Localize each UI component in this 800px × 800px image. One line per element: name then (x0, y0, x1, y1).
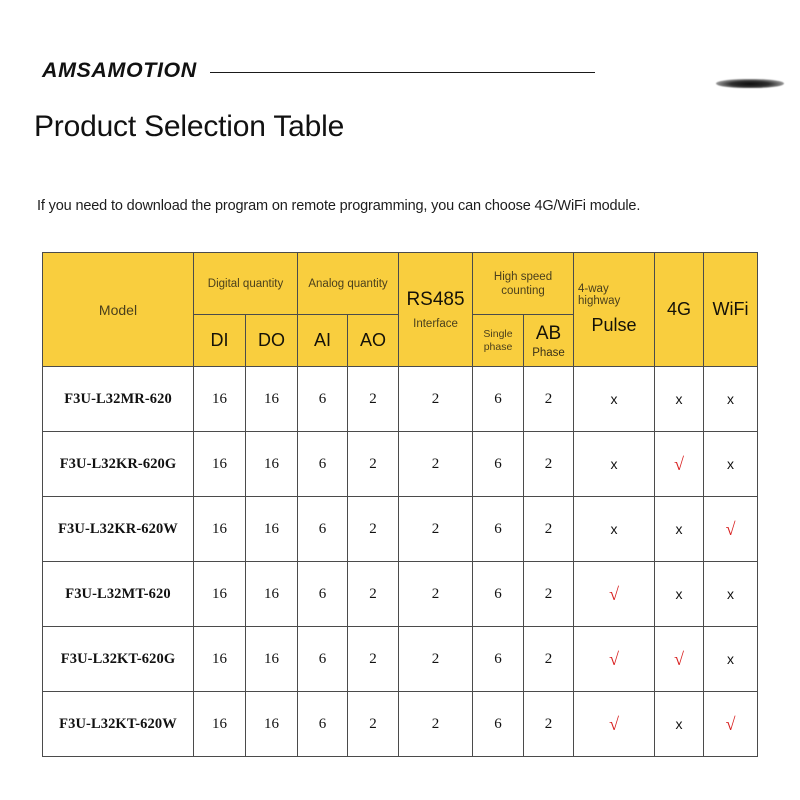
cell-ai: 6 (298, 627, 348, 692)
cell-wifi: x (704, 627, 758, 692)
cell-pulse: x (574, 497, 655, 562)
header-ab-subtitle: Phase (532, 346, 565, 359)
cell-ai: 6 (298, 367, 348, 432)
cell-ab-phase: 2 (524, 562, 574, 627)
header-ab-phase (524, 315, 574, 367)
header-wifi: WiFi (704, 253, 758, 367)
cell-ab-phase: 2 (524, 367, 574, 432)
header-do: DO (246, 315, 298, 367)
page-subtitle: If you need to download the program on remote programming, you can choose 4G/WiFi module. (37, 198, 641, 214)
cell-do: 16 (246, 367, 298, 432)
header-di: DI (194, 315, 246, 367)
cell-pulse: x (574, 367, 655, 432)
cell-di: 16 (194, 562, 246, 627)
cell-wifi: √ (704, 497, 758, 562)
page-title: Product Selection Table (34, 110, 345, 143)
cell-wifi: √ (704, 692, 758, 757)
cell-di: 16 (194, 367, 246, 432)
cell-rs485: 2 (399, 497, 473, 562)
header-4g: 4G (655, 253, 704, 367)
table-row (43, 627, 758, 692)
cell-ao: 2 (348, 432, 399, 497)
header-rs485 (399, 253, 473, 367)
cell-ao: 2 (348, 692, 399, 757)
cell-model: F3U-L32MR-620 (43, 367, 194, 432)
brand-header (42, 56, 758, 86)
table-row (43, 432, 758, 497)
table-body (43, 367, 758, 757)
cell-model: F3U-L32KR-620W (43, 497, 194, 562)
cell-model: F3U-L32MT-620 (43, 562, 194, 627)
cell-ai: 6 (298, 497, 348, 562)
cell-single-phase: 6 (473, 627, 524, 692)
brand-logo: AMSAMOTION (42, 59, 197, 82)
cell-ai: 6 (298, 692, 348, 757)
cell-model: F3U-L32KT-620G (43, 627, 194, 692)
cell-do: 16 (246, 497, 298, 562)
cell-4g: √ (655, 627, 704, 692)
cell-di: 16 (194, 692, 246, 757)
cell-model: F3U-L32KT-620W (43, 692, 194, 757)
cell-rs485: 2 (399, 562, 473, 627)
cell-ab-phase: 2 (524, 497, 574, 562)
header-high-speed-counting: High speed counting (473, 253, 574, 315)
table-row (43, 497, 758, 562)
cell-ao: 2 (348, 562, 399, 627)
cell-single-phase: 6 (473, 367, 524, 432)
header-single-phase: Single phase (473, 315, 524, 367)
table-row (43, 562, 758, 627)
header-ai: AI (298, 315, 348, 367)
cell-pulse: √ (574, 627, 655, 692)
cell-wifi: x (704, 562, 758, 627)
cell-4g: x (655, 692, 704, 757)
cell-4g: x (655, 367, 704, 432)
cell-single-phase: 6 (473, 432, 524, 497)
cell-do: 16 (246, 627, 298, 692)
cell-ab-phase: 2 (524, 627, 574, 692)
cell-wifi: x (704, 367, 758, 432)
cell-wifi: x (704, 432, 758, 497)
cell-single-phase: 6 (473, 692, 524, 757)
cell-rs485: 2 (399, 692, 473, 757)
header-analog-quantity: Analog quantity (298, 253, 399, 315)
header-rs485-subtitle: Interface (413, 318, 458, 330)
table-header-row-primary (43, 253, 758, 315)
header-four-way-highway: 4-way highway (578, 283, 621, 307)
header-ab-title: AB (535, 322, 562, 344)
cell-ab-phase: 2 (524, 432, 574, 497)
cell-di: 16 (194, 627, 246, 692)
cell-ao: 2 (348, 497, 399, 562)
cell-do: 16 (246, 562, 298, 627)
cell-4g: x (655, 497, 704, 562)
cell-single-phase: 6 (473, 562, 524, 627)
cell-di: 16 (194, 432, 246, 497)
cell-pulse: x (574, 432, 655, 497)
header-model: Model (43, 253, 194, 367)
header-ao: AO (348, 315, 399, 367)
header-pulse (574, 253, 655, 367)
cell-single-phase: 6 (473, 497, 524, 562)
cell-ao: 2 (348, 367, 399, 432)
header-pulse-label: Pulse (591, 315, 637, 335)
cell-ao: 2 (348, 627, 399, 692)
cell-do: 16 (246, 432, 298, 497)
cell-ab-phase: 2 (524, 692, 574, 757)
cell-ai: 6 (298, 432, 348, 497)
cell-rs485: 2 (399, 627, 473, 692)
table-row (43, 692, 758, 757)
cell-4g: √ (655, 432, 704, 497)
cell-4g: x (655, 562, 704, 627)
cell-pulse: √ (574, 692, 655, 757)
cell-model: F3U-L32KR-620G (43, 432, 194, 497)
cell-ai: 6 (298, 562, 348, 627)
header-rs485-title: RS485 (406, 289, 465, 310)
table-row (43, 367, 758, 432)
header-digital-quantity: Digital quantity (194, 253, 298, 315)
product-photo-thumbnail (716, 79, 784, 88)
cell-pulse: √ (574, 562, 655, 627)
brand-divider-rule (210, 72, 595, 73)
cell-do: 16 (246, 692, 298, 757)
product-selection-table (42, 252, 758, 757)
cell-rs485: 2 (399, 367, 473, 432)
cell-di: 16 (194, 497, 246, 562)
cell-rs485: 2 (399, 432, 473, 497)
